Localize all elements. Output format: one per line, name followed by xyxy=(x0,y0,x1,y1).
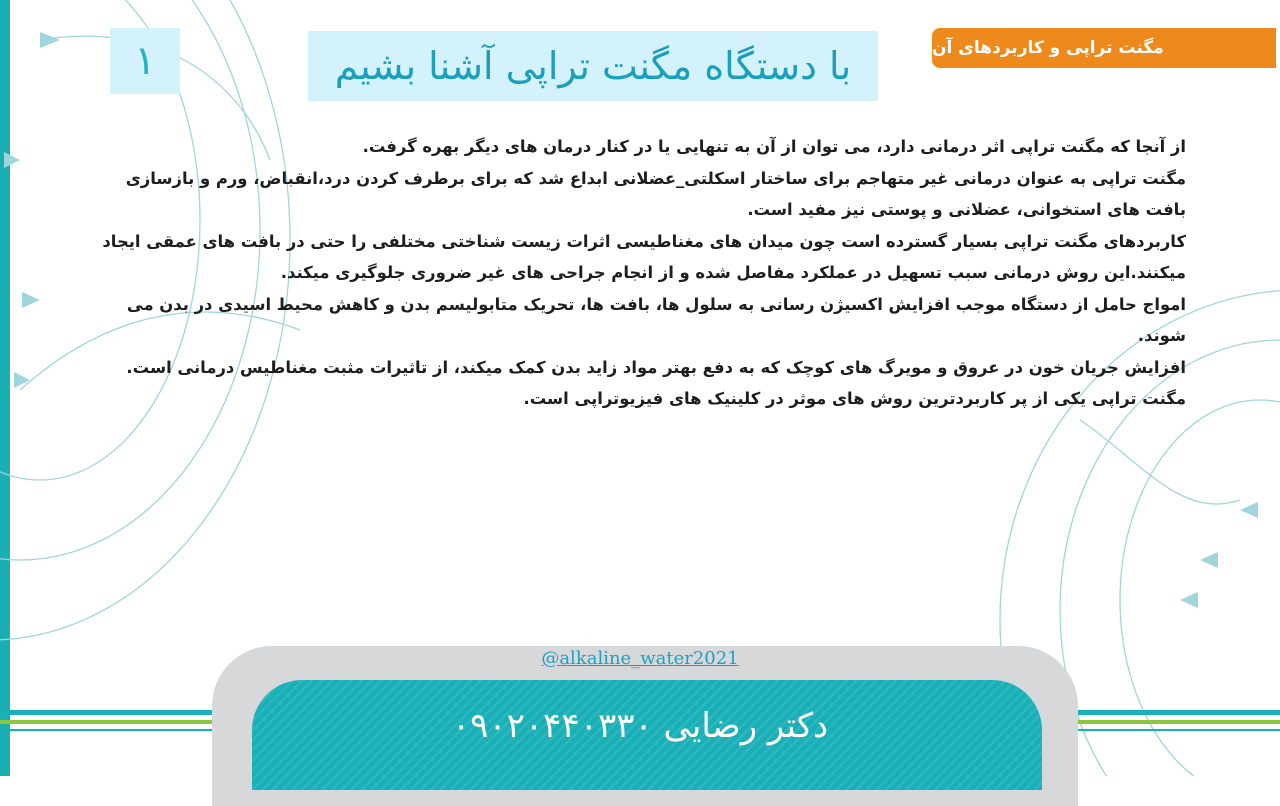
paragraph: امواج حامل از دستگاه موجب افزایش اکسیژن رسانی به سلول ها، بافت ها، تحریک متابولیسم بدن و کاهش محیط اسیدی در بدن می شوند. xyxy=(126,294,1186,345)
paragraph: افزایش جریان خون در عروق و مویرگ های کوچک که به دفع بهتر مواد زاید بدن کمک میکند، از تاثیرات مثبت مغناطیس درمانی است. xyxy=(126,357,1186,377)
body-text xyxy=(86,131,1186,415)
instagram-handle-link[interactable]: @alkaline_water2021 xyxy=(541,648,739,669)
page-title: با دستگاه مگنت تراپی آشنا بشیم xyxy=(308,31,878,101)
paragraph: از آنجا که مگنت تراپی اثر درمانی دارد، می توان از آن به تنهایی یا در کنار درمان های دیگر بهره گرفت. xyxy=(362,137,1186,156)
category-badge: مگنت تراپی و کاربردهای آن xyxy=(932,28,1276,68)
contact-info: دکتر رضایی ۰۹۰۲۰۴۴۰۳۳۰ xyxy=(451,706,829,746)
paragraph: مگنت تراپی یکی از پر کاربردترین روش های موثر در کلینیک های فیزیوتراپی است. xyxy=(523,389,1186,408)
paragraph: کاربردهای مگنت تراپی بسیار گسترده است چون میدان های مغناطیسی اثرات زیست شناختی مختلفی را حتی در بافت های عمقی ایجاد میکنند.این روش درمانی سبب تسهیل در عملکرد مفاصل شده و از انجام جراحی های غیر ضروری جلوگیری میکند. xyxy=(102,231,1186,282)
page-number: ۱ xyxy=(110,28,180,94)
paragraph: مگنت تراپی به عنوان درمانی غیر متهاجم برای ساختار اسکلتی_عضلانی ابداع شد که برای برطرف کردن درد،انقباض، ورم و بازسازی بافت های استخوانی، عضلانی و پوستی نیز مفید است. xyxy=(125,168,1186,219)
